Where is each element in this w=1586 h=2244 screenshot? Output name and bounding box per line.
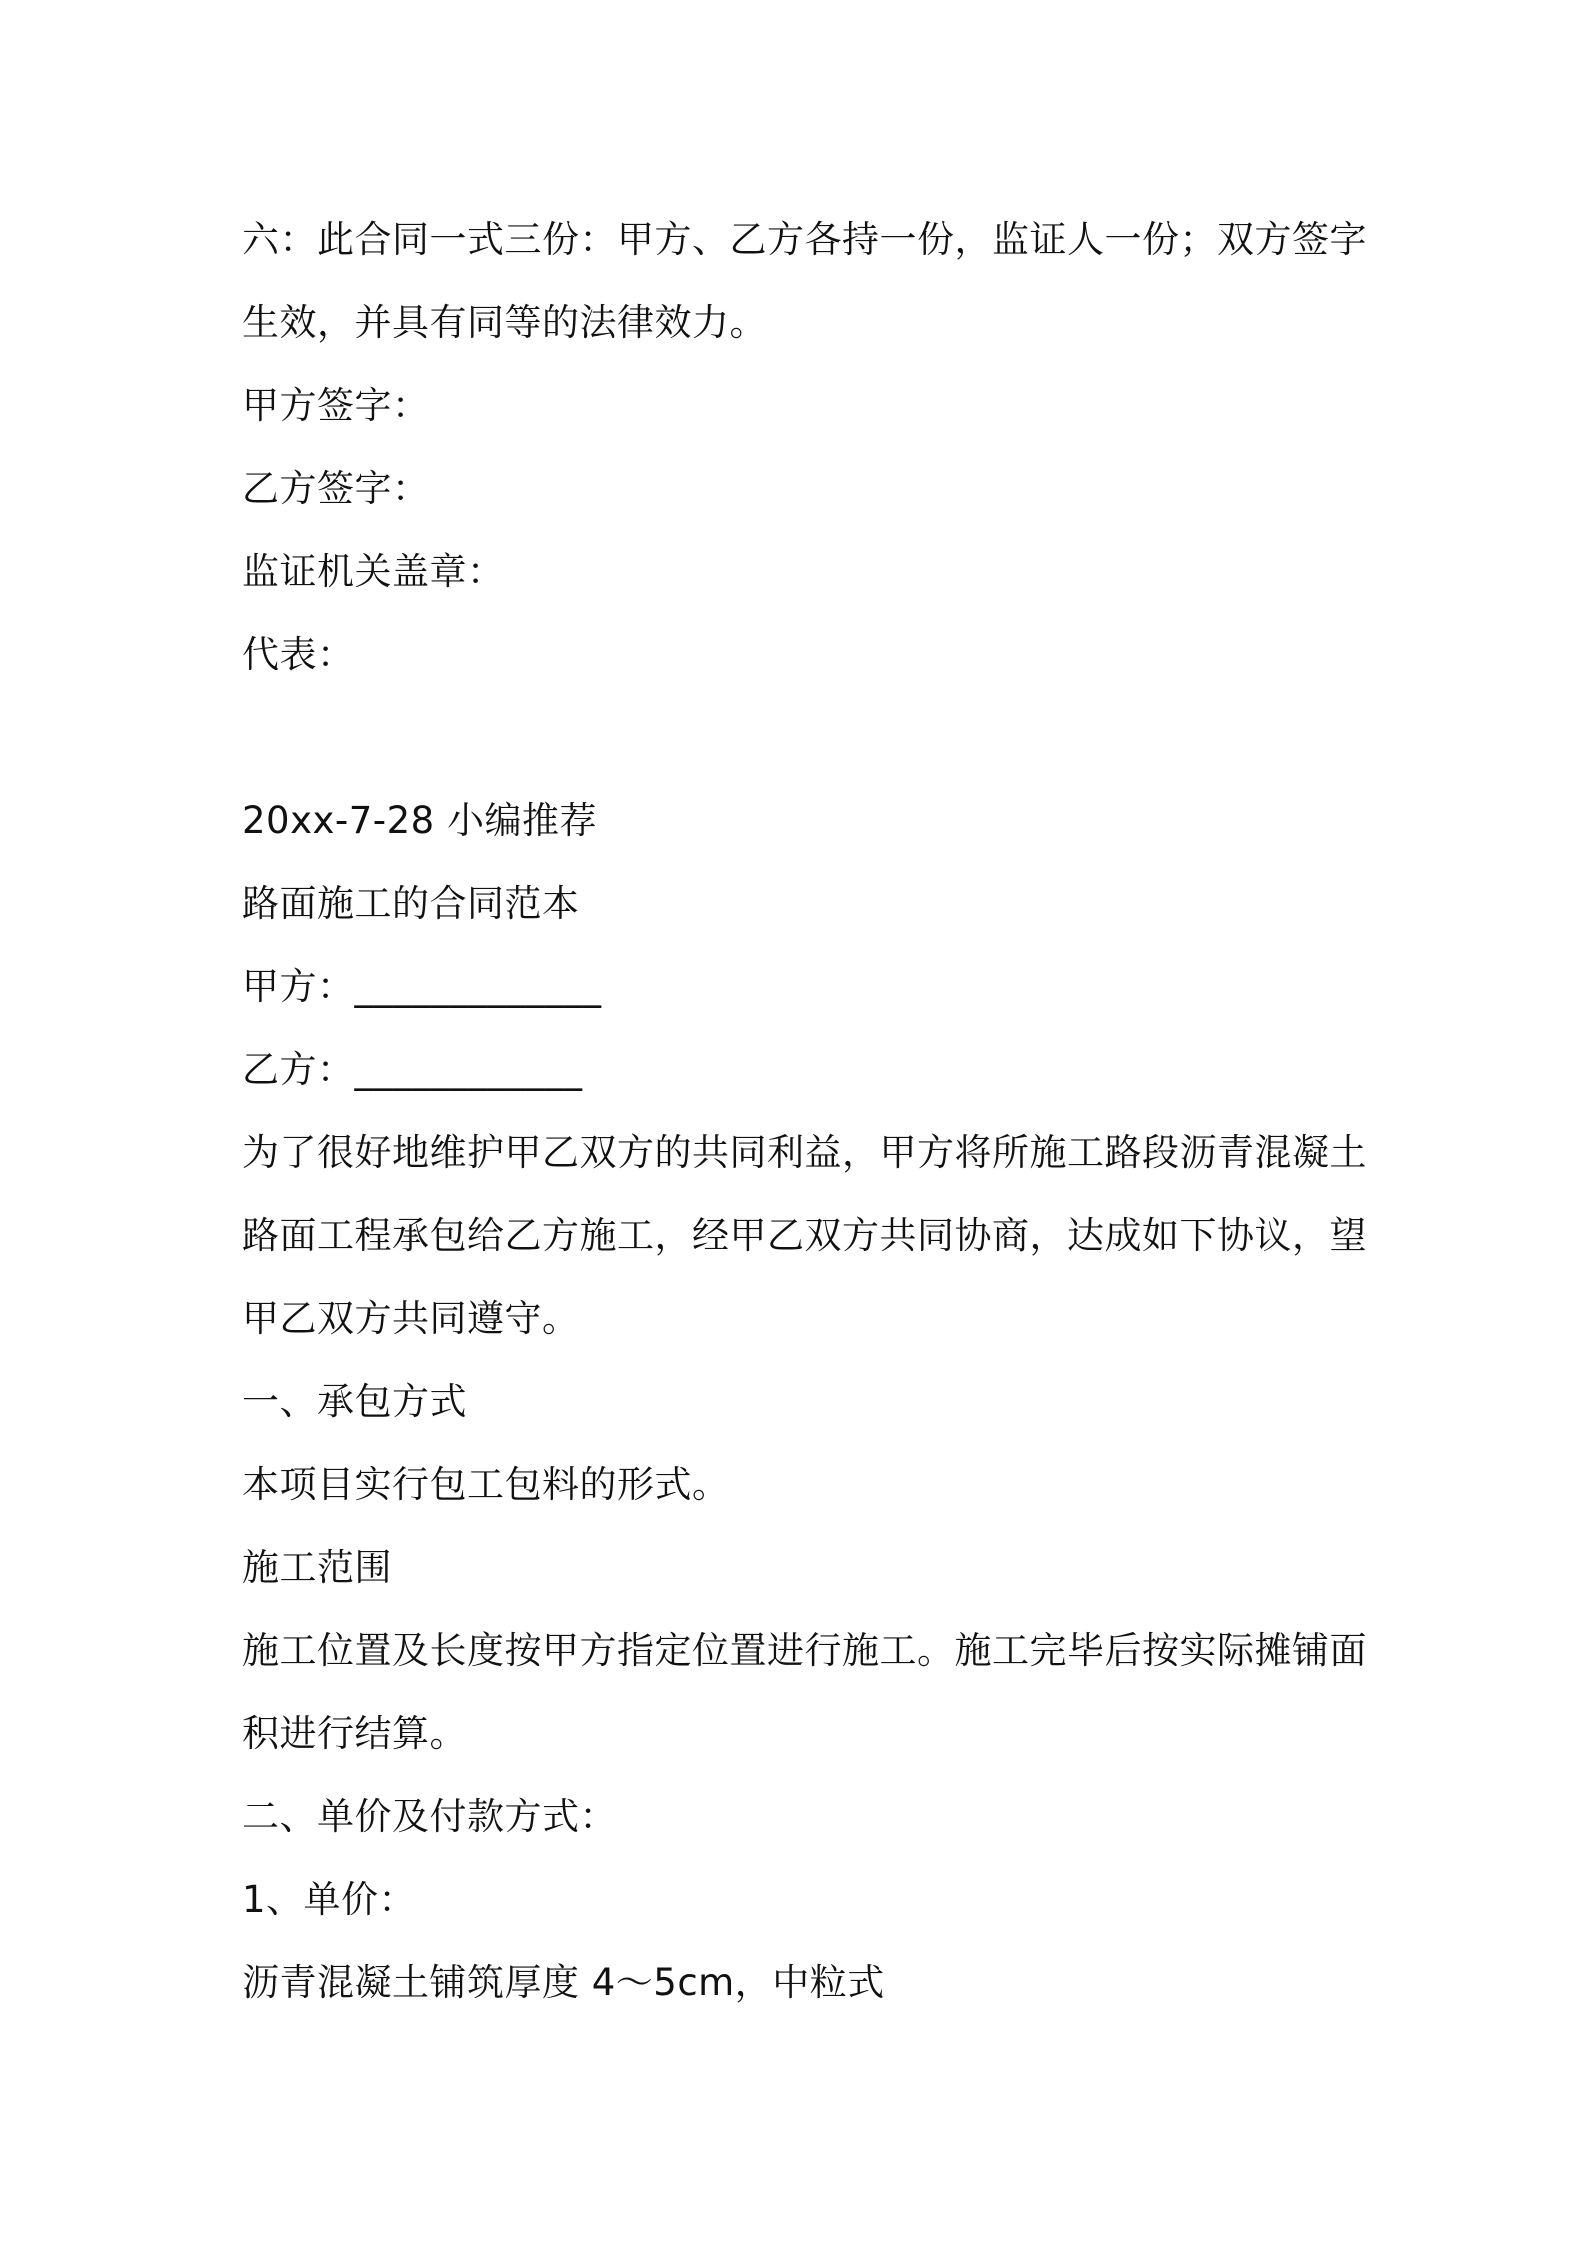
supervisory-seal-label: 监证机关盖章：: [242, 550, 505, 593]
contract-title: 路面施工的合同范本: [242, 882, 580, 925]
party-b-signature-label: 乙方签字：: [242, 467, 430, 510]
preamble-line-2: 路面工程承包给乙方施工，经甲乙双方共同协商，达成如下协议，望: [242, 1214, 1367, 1257]
blank-spacer: [242, 696, 1352, 779]
preamble-line-3: 甲乙双方共同遵守。: [242, 1297, 580, 1340]
unit-price-heading: 1、单价：: [242, 1878, 417, 1921]
document-body: [242, 198, 1367, 2024]
construction-scope-line-2: 积进行结算。: [242, 1712, 467, 1755]
preamble-line-1: 为了很好地维护甲乙双方的共同利益，甲方将所施工路段沥青混凝土: [242, 1131, 1367, 1174]
date-recommendation: 20xx-7-28 小编推荐: [242, 799, 597, 842]
section-one-heading: 一、承包方式: [242, 1380, 467, 1423]
representative-label: 代表：: [242, 633, 355, 676]
party-a-field: 甲方：_____________: [242, 965, 602, 1008]
party-a-signature-label: 甲方签字：: [242, 384, 430, 427]
contract-form-text: 本项目实行包工包料的形式。: [242, 1463, 730, 1506]
construction-scope-line-1: 施工位置及长度按甲方指定位置进行施工。施工完毕后按实际摊铺面: [242, 1629, 1367, 1672]
construction-scope-heading: 施工范围: [242, 1546, 392, 1589]
section-two-heading: 二、单价及付款方式：: [242, 1795, 617, 1838]
clause-six-line-1: 六：此合同一式三份：甲方、乙方各持一份，监证人一份；双方签字: [242, 218, 1367, 261]
asphalt-spec-line: 沥青混凝土铺筑厚度 4～5cm，中粒式: [242, 1961, 885, 2004]
clause-six-line-2: 生效，并具有同等的法律效力。: [242, 301, 767, 344]
party-b-field: 乙方：____________: [242, 1048, 583, 1091]
